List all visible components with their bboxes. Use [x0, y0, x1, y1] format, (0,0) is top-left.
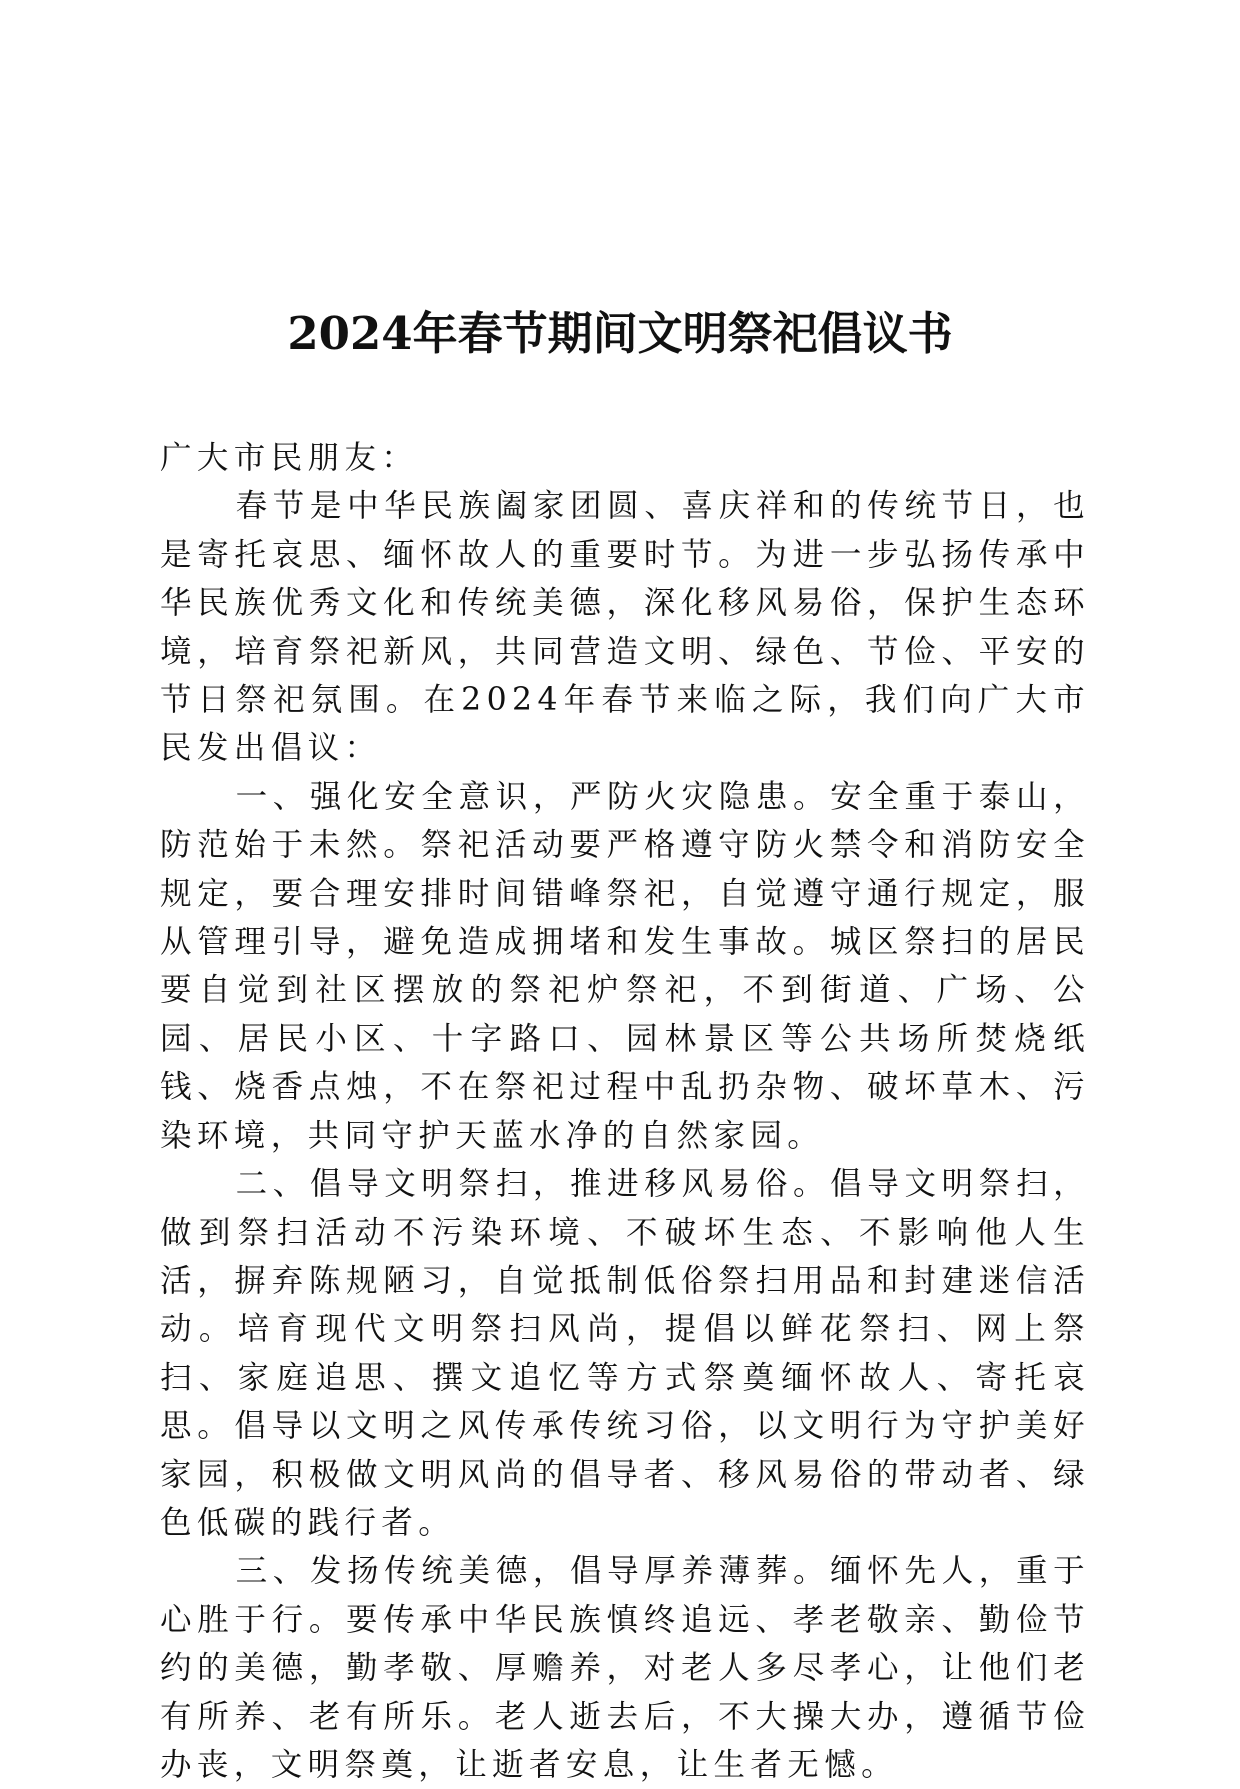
- paragraph-safety: 一、强化安全意识，严防火灾隐患。安全重于泰山，防范始于未然。祭祀活动要严格遵守防火禁令和消防安全规定，要合理安排时间错峰祭祀，自觉遵守通行规定，服从管理引导，避免造成拥堵和发生事故。城区祭扫的居民要自觉到社区摆放的祭祀炉祭祀，不到街道、广场、公园、居民小区、十字路口、园林景区等公共场所焚烧纸钱、烧香点烛，不在祭祀过程中乱扔杂物、破坏草木、污染环境，共同守护天蓝水净的自然家园。: [160, 778, 1090, 1154]
- salutation: 广大市民朋友：: [160, 440, 419, 476]
- paragraph-civilized-sweeping: 二、倡导文明祭扫，推进移风易俗。倡导文明祭扫，做到祭扫活动不污染环境、不破坏生态、不影响他人生活，摒弃陈规陋习，自觉抵制低俗祭扫用品和封建迷信活动。培育现代文明祭扫风尚，提倡以鲜花祭扫、网上祭扫、家庭追思、撰文追忆等方式祭奠缅怀故人、寄托哀思。倡导以文明之风传承传统习俗，以文明行为守护美好家园，积极做文明风尚的倡导者、移风易俗的带动者、绿色低碳的践行者。: [160, 1166, 1090, 1541]
- document-title: 2024年春节期间文明祭祀倡议书: [287, 307, 953, 360]
- paragraph-traditional-virtues: 三、发扬传统美德，倡导厚养薄葬。缅怀先人，重于心胜于行。要传承中华民族慎终追远、孝老敬亲、勤俭节约的美德，勤孝敬、厚赡养，对老人多尽孝心，让他们老有所养、老有所乐。老人逝去后，不大操大办，遵循节俭办丧，文明祭奠，让逝者安息，让生者无憾。: [160, 1553, 1090, 1783]
- paragraph-intro: 春节是中华民族阖家团圆、喜庆祥和的传统节日，也是寄托哀思、缅怀故人的重要时节。为进一步弘扬传承中华民族优秀文化和传统美德，深化移风易俗，保护生态环境，培育祭祀新风，共同营造文明、绿色、节俭、平安的节日祭祀氛围。在2024年春节来临之际，我们向广大市民发出倡议：: [160, 488, 1090, 767]
- document-body: [160, 434, 1090, 1789]
